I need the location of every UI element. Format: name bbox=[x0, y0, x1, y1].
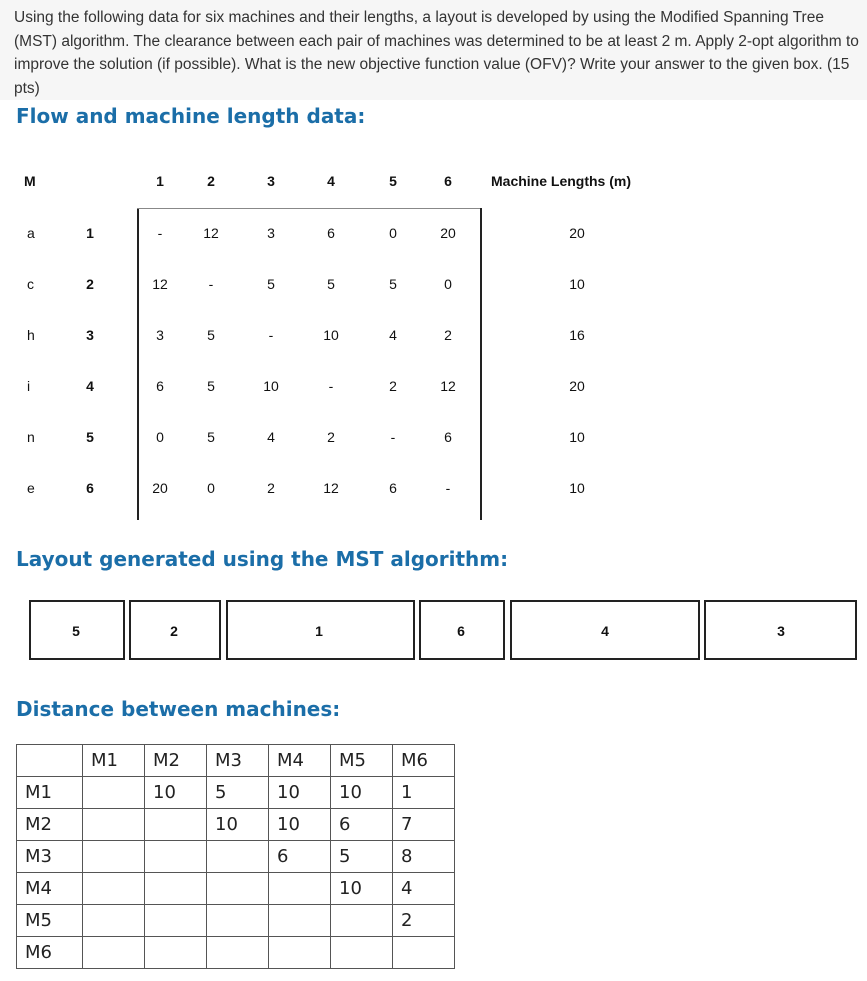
layout-machine-label: 2 bbox=[170, 623, 178, 639]
flow-value-cell: 4 bbox=[267, 429, 275, 445]
distance-cell bbox=[145, 905, 207, 937]
distance-row-label: M3 bbox=[17, 841, 83, 873]
matrix-right-border bbox=[480, 208, 482, 520]
distance-cell: 10 bbox=[207, 809, 269, 841]
flow-heading: Flow and machine length data: bbox=[16, 104, 366, 128]
distance-cell: 8 bbox=[393, 841, 455, 873]
machine-length-cell: 10 bbox=[569, 480, 585, 496]
flow-corner: M bbox=[24, 173, 36, 189]
layout-machine-label: 6 bbox=[457, 623, 465, 639]
flow-value-cell: - bbox=[157, 225, 163, 241]
distance-cell bbox=[83, 937, 145, 969]
distance-cell bbox=[83, 809, 145, 841]
distance-header-cell: M2 bbox=[145, 745, 207, 777]
table-row bbox=[17, 937, 455, 969]
flow-value-cell: - bbox=[445, 480, 451, 496]
flow-row-number: 5 bbox=[86, 429, 94, 445]
table-row bbox=[17, 809, 455, 841]
matrix-top-border bbox=[137, 208, 482, 209]
flow-col-header: 3 bbox=[267, 173, 275, 189]
flow-row-number: 2 bbox=[86, 276, 94, 292]
distance-cell: 10 bbox=[331, 873, 393, 905]
layout-machine-label: 1 bbox=[315, 623, 323, 639]
flow-value-cell: 6 bbox=[444, 429, 452, 445]
distance-row-label: M4 bbox=[17, 873, 83, 905]
flow-value-cell: 5 bbox=[327, 276, 335, 292]
distance-cell bbox=[83, 905, 145, 937]
layout-machine-label: 3 bbox=[777, 623, 785, 639]
flow-value-cell: 6 bbox=[156, 378, 164, 394]
distance-header-cell: M3 bbox=[207, 745, 269, 777]
flow-value-cell: 6 bbox=[327, 225, 335, 241]
distance-cell bbox=[269, 937, 331, 969]
flow-col-header: 5 bbox=[389, 173, 397, 189]
lengths-header: Machine Lengths (m) bbox=[491, 173, 632, 189]
flow-value-cell: 0 bbox=[156, 429, 164, 445]
flow-value-cell: 12 bbox=[152, 276, 168, 292]
distance-cell bbox=[145, 809, 207, 841]
distance-cell bbox=[83, 841, 145, 873]
question-panel bbox=[0, 0, 867, 100]
flow-col-header: 4 bbox=[327, 173, 335, 189]
flow-row-letter: e bbox=[27, 480, 35, 496]
distance-cell bbox=[207, 905, 269, 937]
distance-cell: 10 bbox=[331, 777, 393, 809]
layout-machine-box bbox=[510, 600, 700, 660]
flow-value-cell: 2 bbox=[389, 378, 397, 394]
flow-value-cell: 0 bbox=[389, 225, 397, 241]
layout-machine-box bbox=[419, 600, 505, 660]
distance-cell bbox=[83, 873, 145, 905]
machine-length-cell: 20 bbox=[569, 225, 585, 241]
layout-machine-box bbox=[129, 600, 221, 660]
flow-row-number: 3 bbox=[86, 327, 94, 343]
flow-value-cell: 10 bbox=[263, 378, 279, 394]
distance-cell bbox=[393, 937, 455, 969]
distance-row-label: M2 bbox=[17, 809, 83, 841]
distance-row-label: M5 bbox=[17, 905, 83, 937]
flow-value-cell: 5 bbox=[207, 327, 215, 343]
distance-cell bbox=[207, 873, 269, 905]
distance-cell bbox=[269, 873, 331, 905]
distance-cell: 7 bbox=[393, 809, 455, 841]
flow-row-letter: c bbox=[27, 276, 34, 292]
flow-value-cell: 10 bbox=[323, 327, 339, 343]
flow-row-number: 1 bbox=[86, 225, 94, 241]
flow-col-header: 2 bbox=[207, 173, 215, 189]
layout-machine-box bbox=[29, 600, 125, 660]
distance-cell bbox=[83, 777, 145, 809]
flow-value-cell: - bbox=[328, 378, 334, 394]
distance-cell: 2 bbox=[393, 905, 455, 937]
flow-value-cell: 4 bbox=[389, 327, 397, 343]
distance-header-cell: M5 bbox=[331, 745, 393, 777]
flow-value-cell: 12 bbox=[440, 378, 456, 394]
flow-col-header: 6 bbox=[444, 173, 452, 189]
layout-machine-label: 5 bbox=[72, 623, 80, 639]
distance-cell: 6 bbox=[269, 841, 331, 873]
distance-cell: 10 bbox=[269, 809, 331, 841]
flow-value-cell: 2 bbox=[267, 480, 275, 496]
layout-heading: Layout generated using the MST algorithm: bbox=[16, 547, 509, 571]
distance-cell: 5 bbox=[331, 841, 393, 873]
machine-length-cell: 20 bbox=[569, 378, 585, 394]
table-row bbox=[17, 841, 455, 873]
flow-row-letter: n bbox=[27, 429, 35, 445]
table-row bbox=[17, 873, 455, 905]
layout-machine-box bbox=[704, 600, 857, 660]
distance-cell: 6 bbox=[331, 809, 393, 841]
flow-row-letter: i bbox=[27, 378, 31, 394]
distance-cell bbox=[145, 873, 207, 905]
distance-heading: Distance between machines: bbox=[16, 697, 341, 721]
flow-row-letter: a bbox=[27, 225, 35, 241]
flow-value-cell: 0 bbox=[207, 480, 215, 496]
flow-value-cell: 0 bbox=[444, 276, 452, 292]
matrix-left-border bbox=[137, 208, 139, 520]
flow-value-cell: 20 bbox=[152, 480, 168, 496]
distance-cell: 1 bbox=[393, 777, 455, 809]
flow-value-cell: 2 bbox=[444, 327, 452, 343]
flow-col-header: 1 bbox=[156, 173, 164, 189]
machine-length-cell: 16 bbox=[569, 327, 585, 343]
flow-value-cell: 12 bbox=[323, 480, 339, 496]
distance-header-cell: M6 bbox=[393, 745, 455, 777]
distance-cell bbox=[269, 905, 331, 937]
table-row bbox=[17, 777, 455, 809]
distance-cell: 10 bbox=[269, 777, 331, 809]
flow-value-cell: 5 bbox=[207, 429, 215, 445]
distance-header-cell bbox=[17, 745, 83, 777]
layout-machine-label: 4 bbox=[601, 623, 609, 639]
distance-cell bbox=[145, 937, 207, 969]
flow-row-number: 6 bbox=[86, 480, 94, 496]
distance-cell: 5 bbox=[207, 777, 269, 809]
distance-header-cell: M1 bbox=[83, 745, 145, 777]
table-row bbox=[17, 905, 455, 937]
machine-length-cell: 10 bbox=[569, 429, 585, 445]
distance-header-row bbox=[17, 745, 455, 777]
distance-cell: 10 bbox=[145, 777, 207, 809]
flow-value-cell: 5 bbox=[267, 276, 275, 292]
distance-cell bbox=[145, 841, 207, 873]
flow-value-cell: 3 bbox=[267, 225, 275, 241]
flow-value-cell: 2 bbox=[327, 429, 335, 445]
flow-row-letter: h bbox=[27, 327, 35, 343]
flow-row-number: 4 bbox=[86, 378, 94, 394]
flow-value-cell: 6 bbox=[389, 480, 397, 496]
flow-value-cell: - bbox=[268, 327, 274, 343]
distance-cell bbox=[207, 841, 269, 873]
question-text: Using the following data for six machines and their lengths, a layout is developed by using the Modified Spanning Tree (MST) algorithm. The clearance between each pair of machines was determined to be at least 2 m. Apply 2-opt algorithm to improve the solution (if possible). What is the new objective function value (OFV)? Write your answer to the given box. (15 pts) bbox=[14, 9, 859, 97]
distance-row-label: M6 bbox=[17, 937, 83, 969]
distance-row-label: M1 bbox=[17, 777, 83, 809]
distance-cell bbox=[207, 937, 269, 969]
flow-value-cell: - bbox=[208, 276, 214, 292]
distance-cell: 4 bbox=[393, 873, 455, 905]
distance-header-cell: M4 bbox=[269, 745, 331, 777]
layout-machine-box bbox=[226, 600, 415, 660]
flow-value-cell: 5 bbox=[389, 276, 397, 292]
flow-value-cell: 20 bbox=[440, 225, 456, 241]
distance-cell bbox=[331, 905, 393, 937]
flow-value-cell: 12 bbox=[203, 225, 219, 241]
flow-value-cell: 3 bbox=[156, 327, 164, 343]
flow-value-cell: - bbox=[390, 429, 396, 445]
distance-table bbox=[16, 744, 455, 969]
flow-value-cell: 5 bbox=[207, 378, 215, 394]
machine-length-cell: 10 bbox=[569, 276, 585, 292]
distance-cell bbox=[331, 937, 393, 969]
